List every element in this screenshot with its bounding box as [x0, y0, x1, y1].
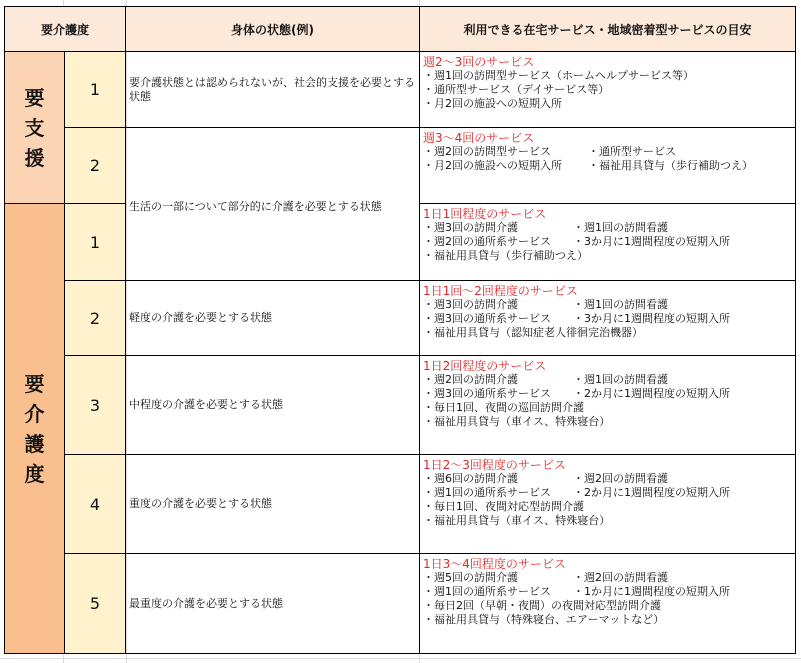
care-level-table	[4, 6, 796, 654]
service-line	[423, 472, 795, 486]
service-item: ・毎日2回（早朝・夜間）の夜間対応型訪問介護	[423, 599, 662, 612]
service-item: ・週6回の訪問介護	[423, 472, 519, 485]
service-line	[423, 599, 795, 613]
service-item: ・週2回の訪問看護	[573, 571, 669, 584]
header-condition: 身体の状態(例)	[126, 7, 420, 52]
service-item: ・福祉用具貸与（車イス、特殊寝台）	[423, 415, 611, 428]
service-cell	[420, 204, 796, 281]
service-item: ・福祉用具貸与（歩行補助つえ）	[588, 159, 754, 172]
condition-cell: 軽度の介護を必要とする状態	[126, 281, 420, 356]
service-line	[423, 249, 795, 263]
level-number: 5	[65, 554, 126, 654]
table-row	[5, 52, 796, 128]
service-line	[423, 373, 795, 387]
service-line	[423, 69, 795, 83]
service-frequency: 週3～4回のサービス	[423, 131, 535, 145]
service-item: ・週3回の通所系サービス	[423, 387, 552, 400]
table-row	[5, 128, 796, 204]
service-item: ・週3回の通所系サービス	[423, 312, 552, 325]
group-label-kaigo	[5, 204, 65, 654]
service-line	[423, 415, 795, 429]
level-number: 2	[65, 281, 126, 356]
service-line	[423, 514, 795, 528]
service-frequency: 1日1回～2回程度のサービス	[423, 284, 578, 298]
service-item: ・月2回の施設への短期入所	[423, 97, 563, 110]
condition-cell: 中程度の介護を必要とする状態	[126, 356, 420, 455]
service-line	[423, 486, 795, 500]
service-cell	[420, 356, 796, 455]
service-line	[423, 97, 795, 111]
service-item: ・週1回の訪問看護	[573, 221, 669, 234]
service-line	[423, 298, 795, 312]
table-row	[5, 554, 796, 654]
service-line	[423, 571, 795, 585]
table-row	[5, 455, 796, 554]
service-frequency: 1日2～3回程度のサービス	[423, 458, 566, 472]
service-line	[423, 221, 795, 235]
group-label-text: 要 介 護 度	[24, 371, 45, 486]
header-row	[5, 7, 796, 52]
service-line	[423, 312, 795, 326]
header-level: 要介護度	[5, 7, 126, 52]
table-row	[5, 281, 796, 356]
level-number: 1	[65, 52, 126, 128]
service-item: ・週1回の訪問看護	[573, 373, 669, 386]
condition-cell: 要介護状態とは認められないが、社会的支援を必要とする状態	[126, 52, 420, 128]
service-frequency: 1日3～4回程度のサービス	[423, 557, 566, 571]
condition-cell: 重度の介護を必要とする状態	[126, 455, 420, 554]
condition-cell: 生活の一部について部分的に介護を必要とする状態	[126, 128, 420, 281]
service-item: ・毎日1回、夜間対応型訪問介護	[423, 500, 585, 513]
service-item: ・週2回の訪問介護	[423, 373, 519, 386]
service-item: ・福祉用具貸与（車イス、特殊寝台）	[423, 514, 611, 527]
service-item: ・通所型サービス	[588, 145, 677, 158]
service-line	[423, 585, 795, 599]
service-line	[423, 83, 795, 97]
service-frequency: 1日2回程度のサービス	[423, 359, 547, 373]
service-cell	[420, 455, 796, 554]
service-line	[423, 326, 795, 340]
service-cell	[420, 554, 796, 654]
service-item: ・福祉用具貸与（特殊寝台、エアーマットなど）	[423, 613, 665, 626]
service-item: ・福祉用具貸与（認知症老人徘徊完治機器）	[423, 326, 644, 339]
service-frequency: 週2～3回のサービス	[423, 55, 535, 69]
service-item: ・週1回の通所系サービス	[423, 585, 552, 598]
service-line	[423, 613, 795, 627]
table-row	[5, 356, 796, 455]
service-item: ・3か月に1週間程度の短期入所	[573, 312, 731, 325]
service-line	[423, 235, 795, 249]
level-number: 1	[65, 204, 126, 281]
service-item: ・通所型サービス（デイサービス等）	[423, 83, 610, 96]
service-item: ・週3回の訪問介護	[423, 221, 519, 234]
service-line	[423, 500, 795, 514]
service-item: ・週1回の訪問看護	[573, 298, 669, 311]
service-item: ・週3回の訪問介護	[423, 298, 519, 311]
service-frequency: 1日1回程度のサービス	[423, 207, 547, 221]
service-item: ・1か月に1週間程度の短期入所	[573, 585, 731, 598]
service-item: ・週2回の通所系サービス	[423, 235, 552, 248]
level-number: 4	[65, 455, 126, 554]
service-item: ・福祉用具貸与（歩行補助つえ）	[423, 249, 589, 262]
condition-cell: 最重度の介護を必要とする状態	[126, 554, 420, 654]
service-line	[423, 159, 795, 173]
service-item: ・週2回の訪問型サービス	[423, 145, 552, 158]
service-cell	[420, 128, 796, 204]
service-item: ・週2回の訪問看護	[573, 472, 669, 485]
service-item: ・2か月に1週間程度の短期入所	[573, 387, 731, 400]
group-label-text: 要 支 援	[24, 85, 45, 170]
service-cell	[420, 52, 796, 128]
service-line	[423, 401, 795, 415]
service-item: ・2か月に1週間程度の短期入所	[573, 486, 731, 499]
service-line	[423, 145, 795, 159]
service-item: ・3か月に1週間程度の短期入所	[573, 235, 731, 248]
service-item: ・毎日1回、夜間の巡回訪問介護	[423, 401, 585, 414]
service-item: ・週1回の訪問型サービス（ホームヘルプサービス等）	[423, 69, 695, 82]
service-item: ・週1回の通所系サービス	[423, 486, 552, 499]
service-item: ・週5回の訪問介護	[423, 571, 519, 584]
level-number: 2	[65, 128, 126, 204]
header-services: 利用できる在宅サービス・地域密着型サービスの目安	[420, 7, 796, 52]
group-label-shien	[5, 52, 65, 204]
service-item: ・月2回の施設への短期入所	[423, 159, 563, 172]
level-number: 3	[65, 356, 126, 455]
service-cell	[420, 281, 796, 356]
service-line	[423, 387, 795, 401]
